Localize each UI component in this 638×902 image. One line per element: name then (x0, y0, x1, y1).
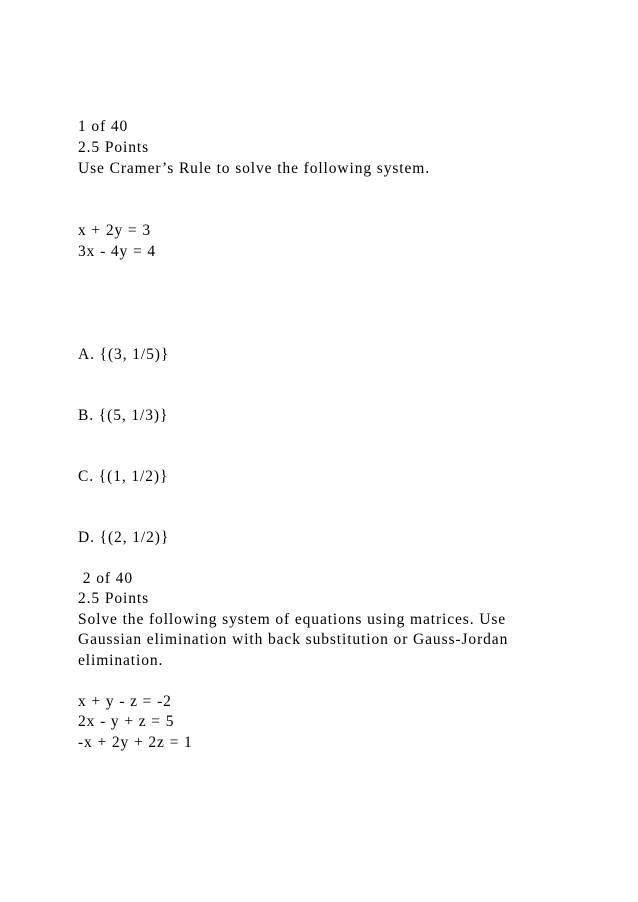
question-1-points: 2.5 Points (78, 139, 150, 156)
question-2-number: 2 of 40 (78, 570, 133, 587)
question-1-option-d: D. {(2, 1/2)} (78, 529, 170, 546)
question-1-option-c: C. {(1, 1/2)} (78, 468, 169, 485)
question-1-equation-2: 3x - 4y = 4 (78, 243, 157, 260)
question-2-prompt-line-3: elimination. (78, 652, 164, 669)
question-1-prompt: Use Cramer’s Rule to solve the following system. (78, 160, 431, 177)
question-1-option-a: A. {(3, 1/5)} (78, 346, 170, 363)
question-1-number: 1 of 40 (78, 118, 129, 135)
question-1-option-b: B. {(5, 1/3)} (78, 407, 169, 424)
question-2-equation-2: 2x - y + z = 5 (78, 713, 175, 730)
question-2-prompt-line-2: Gaussian elimination with back substitution or Gauss-Jordan (78, 631, 509, 648)
question-2-points: 2.5 Points (78, 590, 150, 607)
question-1-equation-1: x + 2y = 3 (78, 222, 151, 239)
question-2-equation-3: -x + 2y + 2z = 1 (78, 734, 193, 751)
question-2-equation-1: x + y - z = -2 (78, 693, 172, 710)
question-2-prompt-line-1: Solve the following system of equations using matrices. Use (78, 611, 507, 628)
